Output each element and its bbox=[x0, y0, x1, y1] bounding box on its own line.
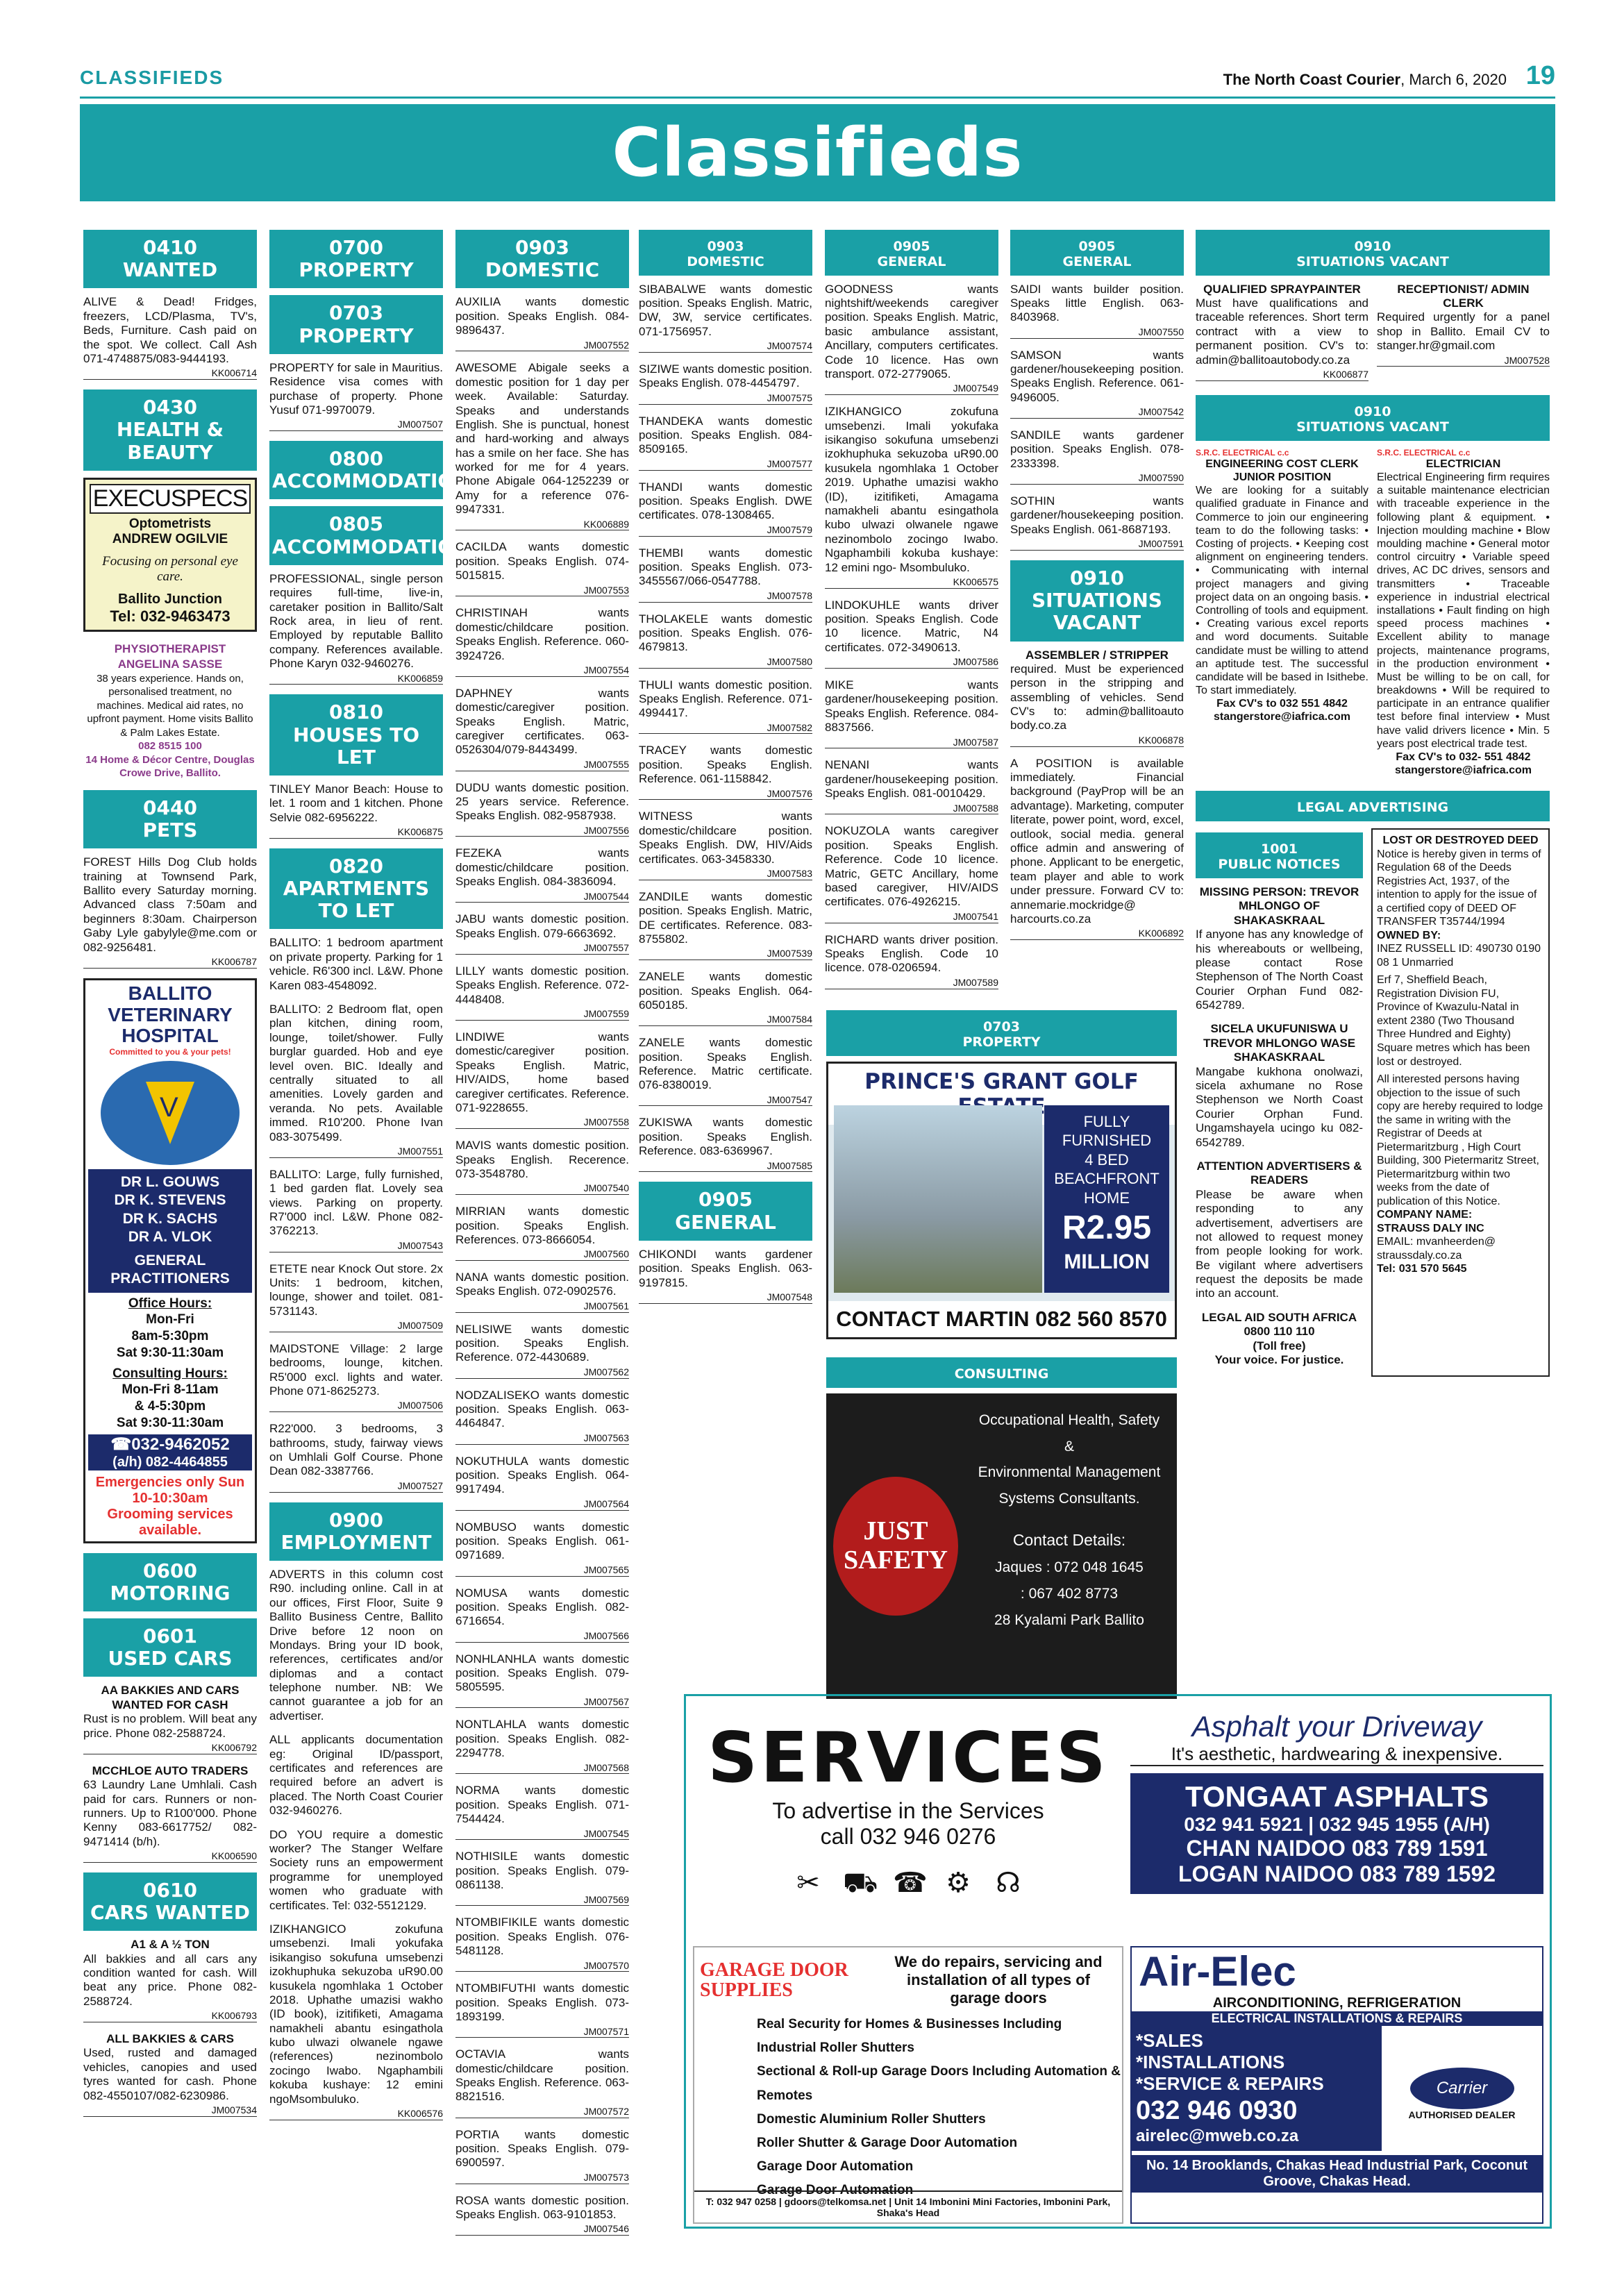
svg-text:V: V bbox=[160, 1092, 178, 1123]
classified-ad: ALIVE & Dead! Fridges, freezers, LCD/Plasma, TV's, Beds, Furniture. Cash paid on the spot. We collect. Call Ash 071-4748875/083-9444193. KK006714 bbox=[83, 295, 257, 379]
classified-ad: NOMUSA wants domestic position. Speaks English. 082-6716654. JM007566 bbox=[455, 1586, 629, 1641]
classified-ad: NONTLAHLA wants domestic position. Speaks English. 082-2294778. JM007568 bbox=[455, 1718, 629, 1773]
house-photo bbox=[834, 1105, 1042, 1293]
classified-ad: LINDIWE wants domestic/caregiver position. Speaks English. Matric, HIV/AIDS, home based caregiver certificates. Reference. 071-9228655. JM007558 bbox=[455, 1030, 629, 1128]
column-7 bbox=[1196, 226, 1550, 1377]
category-header: 0805 ACCOMMODATION bbox=[269, 506, 443, 564]
page-number: 19 bbox=[1525, 61, 1555, 90]
lost-deed-ad: LOST OR DESTROYED DEED Notice is hereby given in terms of Regulation 68 of the Deeds Registries Act, 1937, of the intention to apply for the issue of a certified copy of DEED OF TRANSFER T35744/1994 OWNED BY: INEZ RUSSELL ID: 490730 0190 08 1 Unmarried Erf 7, Sheffield Beach, Registration Division FU, Province of Kwazulu-Natal in extent 2380 (Two Thousand Three Hundred and Eighty) Square metres which has been lost or destroyed. All interested persons having objection to the issue of such copy are hereby required to lodge the same in writing with the Registrar of Deeds at Pietermaritzburg , High Court Building, 300 Pietermaritz Street, Pietermaritzburg within two weeks from the date of publication of this Notice. COMPANY NAME: STRAUSS DALY INC EMAIL: mvanheerden@ straussdaly.co.za Tel: 031 570 5645 bbox=[1371, 828, 1550, 1377]
column-5 bbox=[825, 226, 998, 999]
classified-ad: FOREST Hills Dog Club holds training at Townsend Park, Ballito every Saturday morning. Advanced class 7:50am and beginners 8:30am. Chairperson Gaby Lyle gabylyle@me.com or 082-9256481. KK006787 bbox=[83, 855, 257, 967]
services-section: SERVICES To advertise in the Services call 032 946 0276 ✂ ⛟ ☎ ⚙ ☊ Asphalt your Driveway It's aesthetic, hardwearing & inexpensive. TONGAAT ASPHALTS 032 941 5921 | 032 945 1955 (A/H) CHAN NAIDOO 083 789 1591 LOGAN NAIDOO 083 789 1592 GARAGE DOOR SUPPLIES We do repairs, servicing and installation of all types of garage doors Real Security for Homes & Businesses Including Industrial Roller Shutters Sectional & Roll-up Garage Doors Including Automation & Remotes Domestic Aluminium Roller Shutters Roller Shutter & Garage Door Automation Garage Door Automation Garage Door Automation T: 032 947 0258 | gdoors@telkomsa.net | Unit 14 Imbonini Mini Factories, Imbonini Park, Shaka's Head Air-Elec AIRCONDITIONING, REFRIGERATION ELECTRICAL INSTALLATIONS & REPAIRS *SALES *INSTALLATIONS *SERVICE & REPAIRS 032 946 0930 airelec@mweb.co.za Carrier AUTHORISED DEALER No. 14 Brooklands, Chakas Head Industrial Park, Coconut Groove, Chakas Head. bbox=[684, 1694, 1552, 2229]
classified-ad: PROFESSIONAL, single person requires full-time, live-in, caretaker position in Ballito/Salt Rock area, in lieu of rent. Employed by reputable Ballito company. References available. Phone Karyn 032-9460276. KK006859 bbox=[269, 571, 443, 684]
category-header: LEGAL ADVERTISING bbox=[1196, 791, 1550, 821]
category-header: 0800 ACCOMMODATION bbox=[269, 441, 443, 499]
classified-ad: LINDOKUHLE wants driver position. Speaks English. Code 10 licence. Matric, N4 certificates. 072-3490613. JM007586 bbox=[825, 598, 998, 668]
classifieds-banner: Classifieds bbox=[80, 104, 1555, 201]
classified-ad: S.R.C. ELECTRICAL c.c ENGINEERING COST CLERK JUNIOR POSITION We are looking for a suitably qualified graduate in Finance and Commerce to join our engineering team to do the following tasks: • Costing of projects. • Keeping cost alignment on engineering tenders. • Communicating with internal project managers and giving project data on an ongoing basis. • Controlling of tools and equipment. • Creating various excel reports and word documents. Suitable candidate must be willing to attend an aptitude test. The successful candidate will be based in Isithebe. To start immediately. Fax CV's to 032 551 4842 stangerstore@iafrica.com bbox=[1196, 447, 1368, 723]
category-header: 0905 GENERAL bbox=[825, 230, 998, 276]
classified-ad: RICHARD wants driver position. Speaks English. Code 10 licence. 078-0206594. JM007589 bbox=[825, 932, 998, 988]
column-4 bbox=[639, 226, 812, 1314]
classified-ad: THANDEKA wants domestic position. Speaks English. 084-8509165. JM007577 bbox=[639, 414, 812, 469]
classified-ad: NOKUZOLA wants caregiver position. Speaks English. Reference. Code 10 licence. Matric, GETC Ancillary, home based caregiver, HIV/AIDS certificates. 076-4926215. JM007541 bbox=[825, 824, 998, 922]
airelec-ad: Air-Elec AIRCONDITIONING, REFRIGERATION ELECTRICAL INSTALLATIONS & REPAIRS *SALES *INSTALLATIONS *SERVICE & REPAIRS 032 946 0930 airelec@mweb.co.za Carrier AUTHORISED DEALER No. 14 Brooklands, Chakas Head Industrial Park, Coconut Groove, Chakas Head. bbox=[1130, 1946, 1543, 2224]
src-logo-icon: S.R.C. ELECTRICAL c.c bbox=[1196, 447, 1289, 458]
classified-ad: THEMBI wants domestic position. Speaks English. 073-3455567/066-0547788. JM007578 bbox=[639, 546, 812, 601]
garage-ad: GARAGE DOOR SUPPLIES We do repairs, servicing and installation of all types of garage doors Real Security for Homes & Businesses Including Industrial Roller Shutters Sectional & Roll-up Garage Doors Including Automation & Remotes Domestic Aluminium Roller Shutters Roller Shutter & Garage Door Automation Garage Door Automation Garage Door Automation T: 032 947 0258 | gdoors@telkomsa.net | Unit 14 Imbonini Mini Factories, Imbonini Park, Shaka's Head bbox=[693, 1946, 1123, 2224]
classified-ad: NODZALISEKO wants domestic position. Speaks English. 063-4464847. JM007563 bbox=[455, 1388, 629, 1443]
classified-ad: NANA wants domestic position. Speaks English. 072-0902576. JM007561 bbox=[455, 1271, 629, 1312]
classified-ad: MAIDSTONE Village: 2 large bedrooms, lounge, kitchen. R5'000 excl. lights and water. Phone 071-8625273. JM007506 bbox=[269, 1341, 443, 1411]
classified-ad: AUXILIA wants domestic position. Speaks English. 084-9896437. JM007552 bbox=[455, 295, 629, 351]
category-header: 0430 HEALTH & BEAUTY bbox=[83, 389, 257, 471]
classified-ad: THANDI wants domestic position. Speaks English. DWE certificates. 078-1308465. JM007579 bbox=[639, 480, 812, 535]
classified-ad: ADVERTS in this column cost R90. including online. Call in at our offices, First Floor, Suite 9 Ballito Business Centre, Ballito Drive before 12 noon on Mondays. Bring your ID book, references, certificates and/or diplomas and a contact telephone number. NB: We cannot guarantee a job for an advertiser. bbox=[269, 1567, 443, 1723]
classified-ad: MCCHLOE AUTO TRADERS 63 Laundry Lane Umhlali. Cash paid for cars. Runners or non-runners. Up to R100'000. Phone Kenny 083-6617752/ 082-9471414 (b/h). KK006590 bbox=[83, 1763, 257, 1862]
asphalt-ad: Asphalt your Driveway It's aesthetic, hardwearing & inexpensive. TONGAAT ASPHALTS 032 941 5921 | 032 945 1955 (A/H) CHAN NAIDOO 083 789 1591 LOGAN NAIDOO 083 789 1592 bbox=[1130, 1710, 1543, 1894]
classified-ad: AA BAKKIES AND CARS WANTED FOR CASH Rust is no problem. Will beat any price. Phone 082-2588724. KK006792 bbox=[83, 1684, 257, 1753]
classified-ad: A1 & A ½ TON All bakkies and all cars any condition wanted for cash. Will beat any price. Phone 082-2588724. KK006793 bbox=[83, 1938, 257, 2022]
classified-ad: NENANI wants gardener/housekeeping position. Speaks English. 081-0010429. JM007588 bbox=[825, 758, 998, 814]
classified-ad: NTOMBIFIKILE wants domestic position. Speaks English. 076-5481128. JM007570 bbox=[455, 1916, 629, 1971]
category-header: 0910 SITUATIONS VACANT bbox=[1196, 395, 1550, 441]
classified-ad: TINLEY Manor Beach: House to let. 1 room and 1 kitchen. Phone Selvie 082-6956222. KK006875 bbox=[269, 782, 443, 838]
tools-icon: ✂ bbox=[796, 1868, 820, 1898]
classified-ad: ZANELE wants domestic position. Speaks English. Reference. Matric certificate. 076-8380019. JM007547 bbox=[639, 1036, 812, 1105]
column-2 bbox=[269, 226, 471, 2130]
property-ad: 0703 PROPERTY PRINCE'S GRANT GOLF FULLY FURNISHED 4 BED BEACHFRONT HOME R2.95 MILLION CONTACT MARTIN 082 560 8570 bbox=[826, 1010, 1177, 1339]
execuspecs-ad: EXECUSPECS Optometrists ANDREW OGILVIE Focusing on personal eye care. Ballito Junction Tel: 032-9463473 bbox=[83, 478, 257, 632]
classified-ad: SIZIWE wants domestic position. Speaks English. 078-4454797. JM007575 bbox=[639, 362, 812, 403]
classified-ad: SIBABALWE wants domestic position. Speaks English. Matric, DW, 3W, service certificates. 071-1756957. JM007574 bbox=[639, 282, 812, 352]
legal-aid-ad: LEGAL AID SOUTH AFRICA 0800 110 110 (Toll free) Your voice. For justice. bbox=[1201, 1310, 1357, 1367]
category-header: 0601 USED CARS bbox=[83, 1618, 257, 1677]
classified-ad: NORMA wants domestic position. Speaks English. 071-7544424. JM007545 bbox=[455, 1784, 629, 1839]
category-header: 0610 CARS WANTED bbox=[83, 1872, 257, 1931]
classified-ad: OCTAVIA wants domestic/childcare position. Speaks English. Reference. 063-8821516. JM007572 bbox=[455, 2047, 629, 2117]
page-header bbox=[80, 62, 1555, 99]
classified-ad: ALL applicants documentation eg: Original ID/passport, certificates and references are required before an advert is placed. The North Coast Courier 032-9460276. bbox=[269, 1733, 443, 1818]
classified-ad: SANDILE wants gardener position. Speaks English. 078-2333398. JM007590 bbox=[1010, 428, 1184, 484]
category-header: 0905 GENERAL bbox=[639, 1182, 812, 1240]
classified-ad: DO YOU require a domestic worker? The Stanger Welfare Society runs an empowerment programme for unemployed women who graduate with certificates. Tel: 032-5512129. bbox=[269, 1827, 443, 1912]
classified-ad: MIRRIAN wants domestic position. Speaks English. References. 073-8666054. JM007560 bbox=[455, 1205, 629, 1260]
headset-icon: ☊ bbox=[996, 1868, 1021, 1898]
publication-line: The North Coast Courier, March 6, 2020 bbox=[1223, 71, 1507, 88]
category-header: 0600 MOTORING bbox=[83, 1553, 257, 1611]
classified-ad: ETETE near Knock Out store. 2x Units: 1 bedroom, kitchen, lounge, shower and toilet. 081-5731143. JM007509 bbox=[269, 1262, 443, 1332]
classified-ad: S.R.C. ELECTRICAL c.c ELECTRICIAN Electrical Engineering firm requires a suitable maintenance electrician with traceable experience in the following plant & equipment. • Injection moulding machine • Blow moulding machine • General motor control circuitry • Variable speed drives, AC DC drives, sensors and transmitters • Traceable experience in industrial electrical installations • Fault finding on high speed process machines • Excellent ability to manage projects, maintenance programs, in the production environment • Must be willing to be on call, for breakdowns • Will be required to participate in an entrance qualifier test before final interview • Must have valid drivers licence • Min. 5 years post electrical trade test. Fax CV's to 032- 551 4842 stangerstore@iafrica.com bbox=[1377, 447, 1550, 777]
category-header: 0440 PETS bbox=[83, 790, 257, 848]
classified-ad: DUDU wants domestic position. 25 years service. Reference. Speaks English. 082-9587938. JM007556 bbox=[455, 780, 629, 836]
classified-ad: NTOMBIFUTHI wants domestic position. Speaks English. 073-1893199. JM007571 bbox=[455, 1981, 629, 2037]
domestic-list bbox=[639, 283, 812, 1173]
classified-ad: LILLY wants domestic position. Speaks English. Reference. 072-4448408. JM007559 bbox=[455, 964, 629, 1020]
classified-ad: ATTENTION ADVERTISERS & READERS Please be aware when responding to any advertisement, advertisers are not allowed to request money from people looking for work. Be vigilant where advertisers request the deposits be made into an account. bbox=[1196, 1159, 1363, 1300]
gear-icon: ⚙ bbox=[946, 1868, 971, 1898]
classified-ad: ASSEMBLER / STRIPPER required. Must be experienced person in the stripping and assembling of vehicles. Send CV's to: admin@ballitoauto body.co.za KK006878 bbox=[1010, 648, 1184, 746]
classified-ad: BALLITO: 1 bedroom apartment on private property. Parking for 1 vehicle. R6'300 incl. L&W. Phone Karen 083-4548092. bbox=[269, 936, 443, 992]
domestic-list bbox=[455, 295, 629, 2236]
services-title: SERVICES bbox=[708, 1717, 1109, 1798]
physio-ad: PHYSIOTHERAPIST ANGELINA SASSE 38 years experience. Hands on, personalised treatment, no machines. Medical aid rates, no upfront payment. Home visits Ballito & Palm Lakes Estate. 082 8515 100 14 Home & Décor Centre, Douglas Crowe Drive, Ballito. bbox=[85, 642, 255, 780]
classified-ad: JABU wants domestic position. Speaks English. 079-6663692. JM007557 bbox=[455, 912, 629, 954]
classified-ad: FEZEKA wants domestic/childcare position. Speaks English. 084-3836094. JM007544 bbox=[455, 846, 629, 902]
classified-ad: QUALIFIED SPRAYPAINTER Must have qualifications and traceable references. Short term contract with a view to permanent position. CV's to: admin@ballitoautobody.co.za KK006877 bbox=[1196, 282, 1368, 380]
classified-ad: MAVIS wants domestic position. Speaks English. Recerence. 073-3548780. JM007540 bbox=[455, 1139, 629, 1194]
classified-ad: THULI wants domestic position. Speaks English. Reference. 071-4994417. JM007582 bbox=[639, 678, 812, 733]
classified-ad: IZIKHANGICO zokufuna umsebenzi. Imali yokufaka isikangiso sokufuna umsebenzi izokhuphuka sekuzoba uR90.00 kusukela ngomhlaka 1 October 2018. Uphathe umazisi wakho (ID book), izitifiketi, Amagama namakheli abantu esingathola kubo ulwazi olwanele ngawe (references) nezinombolo zocingo Iwabo. Ngaphambili kokuba kushaye: 12 emini ngoMsombuluko. KK006576 bbox=[269, 1922, 443, 2120]
classified-ad: CHIKONDI wants gardener position. Speaks English. 063-9197815. JM007548 bbox=[639, 1247, 812, 1302]
category-header: 0900 EMPLOYMENT bbox=[269, 1502, 443, 1561]
category-header: 0905 GENERAL bbox=[1010, 230, 1184, 276]
classified-ad: SOTHIN wants gardener/housekeeping position. Speaks English. 061-8687193. JM007591 bbox=[1010, 494, 1184, 550]
classified-ad: NOMBUSO wants domestic position. Speaks English. 061-0971689. JM007565 bbox=[455, 1520, 629, 1575]
classified-ad: ZUKISWA wants domestic position. Speaks English. Reference. 083-6369967. JM007585 bbox=[639, 1116, 812, 1171]
classified-ad: MISSING PERSON: TREVOR MHLONGO OF SHAKASKRAAL If anyone has any knowledge of his whereabouts or wellbeing, please contact Rose Stephenson of The North Coast Courier Orphan Fund 082-6542789. bbox=[1196, 885, 1363, 1012]
classified-ad: BALLITO: Large, fully furnished, 1 bed garden flat. Lovely sea views. Parking on property. R7'000 incl. L&W. Phone 082-3762213. JM007543 bbox=[269, 1167, 443, 1251]
classified-ad: RECEPTIONIST/ ADMIN CLERK Required urgently for a panel shop in Ballito. Email CV to stanger.hr@gmail.com JM007528 bbox=[1377, 282, 1550, 366]
classified-ad: AWESOME Abigale seeks a domestic position for 1 day per week. Available: Saturday. Speaks and understands English. She is punctual, honest and hard-working and always has a smile on her face. She has worked for me for 4 years. Phone Abigale 064-1252239 or Amy for a reference 076-9947331. KK006889 bbox=[455, 361, 629, 530]
classified-ad: NELISIWE wants domestic position. Speaks English. Reference. 072-4430689. JM007562 bbox=[455, 1322, 629, 1377]
category-header: 0910 SITUATIONS VACANT bbox=[1010, 560, 1184, 642]
category-header: 0810 HOUSES TO LET bbox=[269, 694, 443, 776]
classified-ad: WITNESS wants domestic/childcare position. Speaks English. DW, HIV/Aids certificates. 063-3458330. JM007583 bbox=[639, 810, 812, 879]
column-6 bbox=[1010, 226, 1184, 950]
category-header: 0910 SITUATIONS VACANT bbox=[1196, 230, 1550, 276]
classified-ad: PORTIA wants domestic position. Speaks English. 079-6900597. JM007573 bbox=[455, 2127, 629, 2183]
category-header: 0410 WANTED bbox=[83, 230, 257, 288]
general-list bbox=[1010, 283, 1184, 551]
classified-ad: NOTHISILE wants domestic position. Speaks English. 079-0861138. JM007569 bbox=[455, 1850, 629, 1905]
column-1 bbox=[83, 226, 257, 2127]
phone-icon: ☎ bbox=[893, 1868, 928, 1898]
vet-ad: BALLITO VETERINARY HOSPITAL Committed to you & your pets! V DR L. GOUWS DR K. STEVENS DR K. SACHS DR A. VLOK GENERAL PRACTITIONERS Office Hours: Mon-Fri 8am-5:30pm Sat 9:30-11:30am Consulting Hours: Mon-Fri 8-11am & 4-5:30pm Sat 9:30-11:30am ☎032-9462052 (a/h) 082-4464855 Emergencies only Sun 10-10:30am Grooming services available. bbox=[83, 978, 257, 1543]
classified-ad: THOLAKELE wants domestic position. Speaks English. 076-4679813. JM007580 bbox=[639, 612, 812, 667]
category-header: 0820 APARTMENTS TO LET bbox=[269, 848, 443, 930]
classified-ad: NOKUTHULA wants domestic position. Speaks English. 064-9917494. JM007564 bbox=[455, 1454, 629, 1509]
classified-ad: GOODNESS wants nightshift/weekends caregiver position. Speaks English. Matric, basic ambulance assistant, Ancillary, computers certificates. Code 10 licence. Has own transport. 072-2779065. JM007549 bbox=[825, 282, 998, 394]
classified-ad: MIKE wants gardener/housekeeping position. Speaks English. Reference. 084-8837566. JM007587 bbox=[825, 678, 998, 748]
classified-ad: CACILDA wants domestic position. Speaks English. 074-5015815. JM007553 bbox=[455, 540, 629, 596]
src-logo-icon: S.R.C. ELECTRICAL c.c bbox=[1377, 447, 1471, 458]
category-header: 0903 DOMESTIC bbox=[455, 230, 629, 288]
classified-ad: ROSA wants domestic position. Speaks English. 063-9101853. JM007546 bbox=[455, 2193, 629, 2235]
classified-ad: ALL BAKKIES & CARS Used, rusted and damaged vehicles, canopies and used tyres wanted for cash. Phone 082-4550107/082-6230986. JM007534 bbox=[83, 2032, 257, 2115]
classified-ad: R22'000. 3 bedrooms, 3 bathrooms, study, fairway views on Umhlali Golf Course. Phone Dean 082-3387766. JM007527 bbox=[269, 1422, 443, 1491]
classified-ad: NONHLANHLA wants domestic position. Speaks English. 079-5805595. JM007567 bbox=[455, 1652, 629, 1707]
classified-ad: IZIKHANGICO zokufuna umsebenzi. Imali yokufaka isikangiso sokufuna umsebenzi izokhuphuka sekuzoba uR90.00 kusukela ngomhlaka 1 October 2019. Uphathe umazisi wakho (ID), izitifiketi, Amagama namakheli abantu esingathola kubo ulwazi olwanele ngawe nezinombolo zocingo Iwabo. Ngaphambili kokuba kushaye: 12 emini ngo- Msombuluko. KK006575 bbox=[825, 405, 998, 587]
category-header: 0703 PROPERTY bbox=[269, 295, 443, 353]
classified-ad: DAPHNEY wants domestic/caregiver position. Speaks English. Matric, caregiver certificates. 063-0526304/079-8443499. JM007555 bbox=[455, 686, 629, 770]
column-3 bbox=[455, 226, 629, 2245]
classified-ad: A POSITION is available immediately. Financial background (PayProp will be an advantage). Marketing, computer literate, power point, word, excel, outlook, social media. general office admin and answering of phone. Applicant to be energetic, team player and able to work under pressure. Forward CV to: annemarie.mockridge@ harcourts.co.za KK006892 bbox=[1010, 756, 1184, 939]
category-header: 0700 PROPERTY bbox=[269, 230, 443, 288]
section-title: CLASSIFIEDS bbox=[80, 67, 224, 88]
category-header: 1001 PUBLIC NOTICES bbox=[1196, 832, 1363, 878]
classified-ad: TRACEY wants domestic position. Speaks English. Reference. 061-1158842. JM007576 bbox=[639, 744, 812, 799]
classified-ad: BALLITO: 2 Bedroom flat, open plan kitchen, dining room, lounge, toilet/shower. Fully burglar guarded. Hob and eye level oven. BIC. Ideally and centrally situated to all amenities. Lovely garden and veranda. No pets. Available immed. R10'200. Phone Ivan 083-3075499. JM007551 bbox=[269, 1003, 443, 1157]
classified-ad: ZANELE wants domestic position. Speaks English. 064-6050185. JM007584 bbox=[639, 970, 812, 1025]
van-icon: ⛟ bbox=[843, 1868, 878, 1898]
classified-ad: ZANDILE wants domestic position. Speaks English. Matric, DE certificates. Reference. 083-8755802. JM007539 bbox=[639, 889, 812, 960]
category-header: 0903 DOMESTIC bbox=[639, 230, 812, 276]
classified-ad: SICELA UKUFUNISWA U TREVOR MHLONGO WASE SHAKASKRAAL Mangabe kukhona onolwazi, sicela axhumane no Rose Stephenson we North Coast Courier Orphan Fund. Ungamshayela ucingo ku 082-6542789. bbox=[1196, 1022, 1363, 1149]
classified-ad: CHRISTINAH wants domestic/childcare position. Speaks English. Reference. 060-3924726. JM007554 bbox=[455, 606, 629, 676]
general-list bbox=[825, 283, 998, 989]
classified-ad: PROPERTY for sale in Mauritius. Residence visa comes with purchase of property. Phone Yusuf 071-9970079. JM007507 bbox=[269, 360, 443, 430]
classified-ad: SAMSON wants gardener/housekeeping position. Speaks English. Reference. 061-9496005. JM007542 bbox=[1010, 348, 1184, 418]
classified-ad: SAIDI wants builder position. Speaks little English. 063-8403968. JM007550 bbox=[1010, 282, 1184, 337]
vet-logo-icon bbox=[101, 1061, 240, 1165]
consulting-ad: CONSULTING JUST SAFETY Occupational Health, Safety & Environmental Management Systems Consultants. Contact Details: Jaques : 072 048 1645 : 067 402 8773 28 Kyalami Park Ballito bbox=[826, 1357, 1177, 1699]
